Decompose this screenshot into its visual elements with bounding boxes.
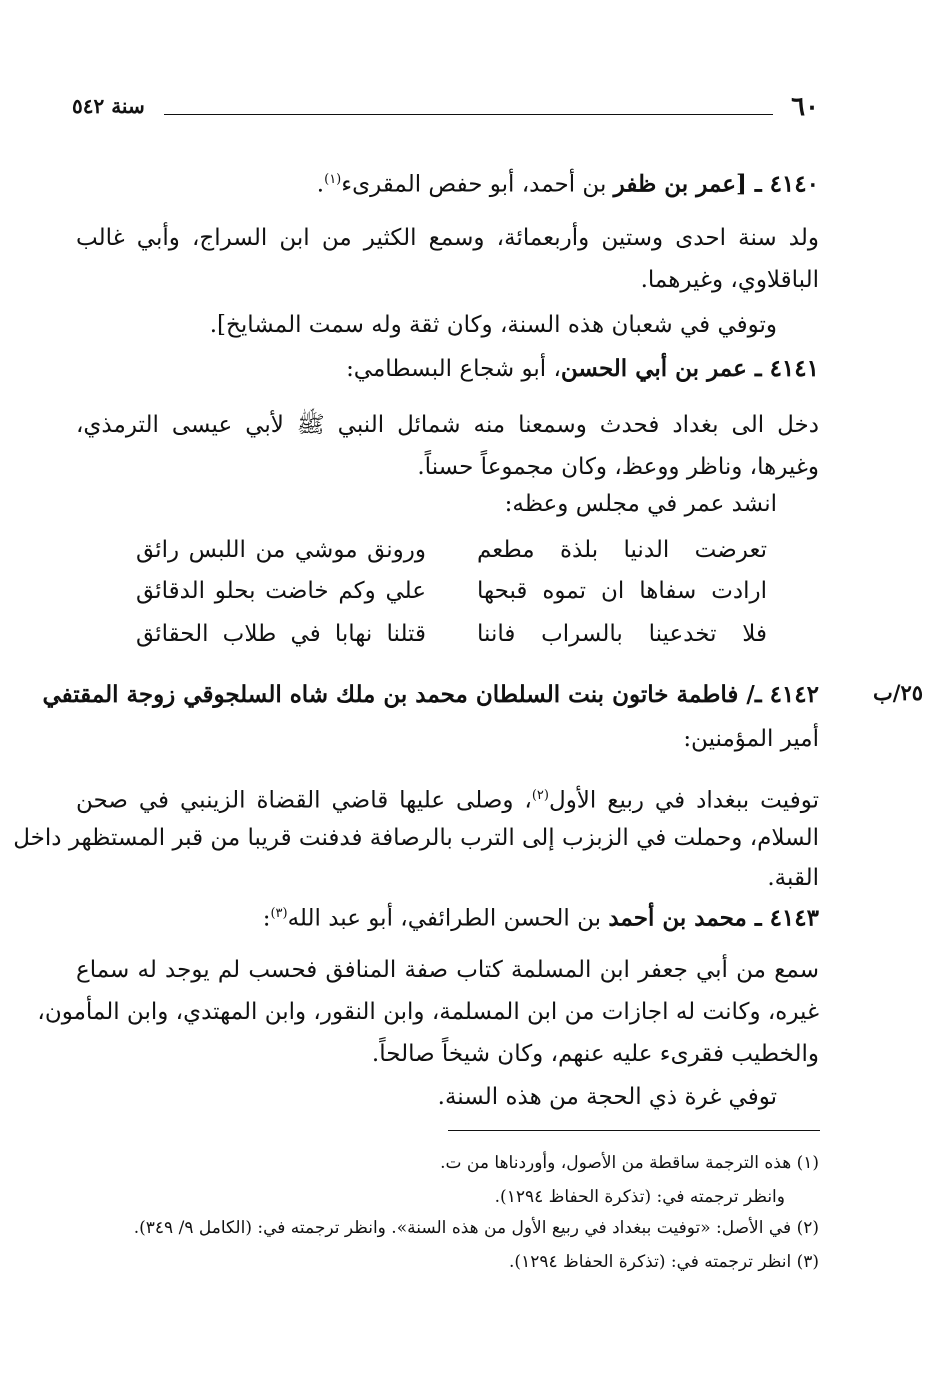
entry-4141-title — [76, 352, 819, 386]
paragraph-line: والخطيب فقرىء عليه عنهم، وكان شيخاً صالحاً. — [371, 1041, 819, 1067]
entry-name: عمر بن أبي الحسن — [560, 355, 747, 382]
paragraph-line: السلام، وحملت في الزبزب إلى الترب بالرصافة فدفنت قريبا من قبر المستظهر داخل — [13, 825, 819, 851]
footnote-ref: (٢) — [531, 788, 549, 803]
footnote-rule — [448, 1130, 820, 1131]
footnote-2: (٢) في الأصل: «توفيت ببغداد في ربيع الأول من هذه السنة». وانظر ترجمته في: (الكامل ٩/ ٣٤٩). — [133, 1218, 819, 1238]
entry-4143-title — [76, 897, 819, 936]
paragraph-line: وغيرها، وناظر ووعظ، وكان مجموعاً حسناً. — [417, 454, 819, 480]
paragraph-line: الباقلاوي، وغيرهما. — [640, 267, 819, 293]
footnote-ref: (١) — [324, 172, 342, 187]
footnote-ref: (٣) — [270, 906, 288, 921]
page-number: ٦٠ — [791, 92, 819, 122]
entry-name: محمد بن أحمد — [608, 904, 747, 932]
entry-rest: بن الحسن الطرائفي، أبو عبد الله — [287, 905, 609, 932]
verse-hemistich-right: ارادت سفاها ان تموه قبحها — [477, 578, 767, 604]
paragraph-line: توفي غرة ذي الحجة من هذه السنة. — [437, 1084, 777, 1110]
footnote-3: (٣) انظر ترجمته في: (تذكرة الحفاظ ١٢٩٤). — [509, 1252, 819, 1272]
entry-number: ٤١٤١ ـ — [746, 355, 819, 382]
entry-4142-title: ٤١٤٢ ـ/ فاطمة خاتون بنت السلطان محمد بن ملك شاه السلجوقي زوجة المقتفي — [42, 681, 819, 708]
footnote-1-cont: وانظر ترجمته في: (تذكرة الحفاظ ١٢٩٤). — [494, 1187, 785, 1207]
footnote-1: (١) هذه الترجمة ساقطة من الأصول، وأوردناها من ت. — [440, 1153, 819, 1173]
verse-hemistich-left: ورونق موشي من اللبس رائق — [136, 537, 426, 563]
entry-number: ٤١٤٠ ـ [ — [735, 170, 819, 198]
entry-number: ٤١٤٣ ـ — [746, 904, 819, 932]
entry-rest: ، أبو شجاع البسطامي: — [346, 356, 561, 382]
page-header — [72, 92, 819, 128]
paragraph-line: انشد عمر في مجلس وعظه: — [504, 491, 777, 517]
paragraph-line: القبة. — [767, 865, 819, 891]
entry-end: : — [262, 905, 271, 932]
entry-4142-title-cont: أمير المؤمنين: — [683, 726, 819, 752]
paragraph-line: توفيت ببغداد في ربيع الأول$^{(٢)}$، وصلى عليها قاضي القضاة الزينبي في صحن — [76, 787, 819, 814]
paragraph-line: غيره، وكانت له اجازات من ابن المسلمة، وابن النقور، وابن المهتدي، وابن المأمون، — [37, 999, 819, 1025]
entry-rest: بن أحمد، أبو حفص المقرىء — [341, 171, 614, 198]
running-title: سنة ٥٤٢ — [72, 94, 145, 118]
entry-4140-title — [76, 163, 819, 202]
entry-name: عمر بن ظفر — [613, 170, 736, 198]
margin-folio-note: ٢٥/ب — [872, 680, 923, 705]
verse-hemistich-right: تعرضت الدنيا بلذة مطعم — [477, 537, 767, 563]
entry-end: . — [316, 171, 325, 198]
paragraph-line: وتوفي في شعبان هذه السنة، وكان ثقة وله سمت المشايخ]. — [209, 312, 777, 338]
paragraph-line: ولد سنة احدى وستين وأربعمائة، وسمع الكثير من ابن السراج، وأبي غالب — [76, 225, 819, 251]
paragraph-line: دخل الى بغداد فحدث وسمعنا منه شمائل النبي ﷺ لأبي عيسى الترمذي، — [76, 412, 819, 438]
verse-hemistich-left: قتلنا نهابا في طلاب الحقائق — [136, 621, 426, 647]
header-rule — [164, 114, 773, 115]
paragraph-line: سمع من أبي جعفر ابن المسلمة كتاب صفة المنافق فحسب لم يوجد له سماع — [76, 957, 819, 983]
verse-hemistich-right: فلا تخدعينا بالسراب فاننا — [477, 621, 767, 647]
verse-hemistich-left: علي وكم خاضت بحلو الدقائق — [136, 578, 426, 604]
